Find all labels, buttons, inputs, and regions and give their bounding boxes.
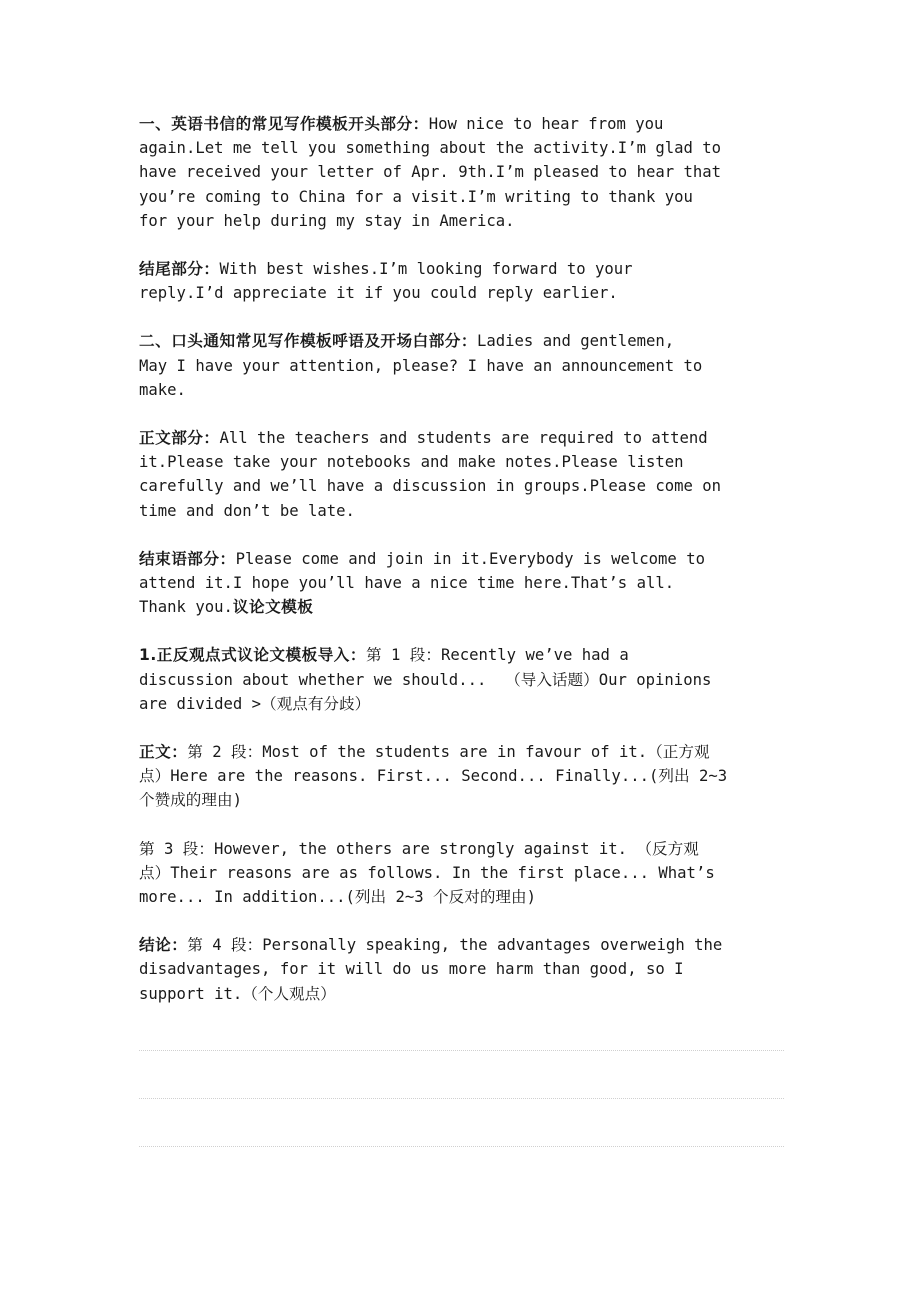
- paragraph: [139, 426, 784, 523]
- body-text: for your help during my stay in America.: [139, 211, 515, 230]
- text-line: [139, 209, 784, 233]
- body-text: May I have your attention, please? I have an announcement to: [139, 356, 703, 375]
- section-heading: 正文：: [139, 743, 188, 762]
- body-text: 第 3 段：However, the others are strongly against it. （反方观: [139, 839, 699, 858]
- section-heading: 二、口头通知常见写作模板呼语及开场白部分：: [139, 332, 477, 351]
- paragraph: [139, 547, 784, 620]
- text-line: [139, 257, 784, 281]
- dotted-ruled-lines: [139, 1050, 784, 1194]
- body-text: 点）Here are the reasons. First... Second... Finally...(列出 2~3: [139, 767, 728, 786]
- text-line: [139, 112, 784, 136]
- paragraph: [139, 329, 784, 402]
- body-text: 第 2 段：Most of the students are in favour of it.（正方观: [187, 743, 710, 762]
- text-line: [139, 281, 784, 305]
- body-text: you’re coming to China for a visit.I’m writing to thank you: [139, 187, 693, 206]
- body-text: have received your letter of Apr. 9th.I’m pleased to hear that: [139, 163, 722, 182]
- body-text: 第 1 段：Recently we’ve had a: [366, 646, 629, 665]
- paragraph: [139, 257, 784, 305]
- text-line: [139, 692, 784, 716]
- text-line: [139, 474, 784, 498]
- text-line: [139, 378, 784, 402]
- body-text: 点）Their reasons are as follows. In the first place... What’s: [139, 863, 715, 882]
- body-text: it.Please take your notebooks and make notes.Please listen: [139, 453, 684, 472]
- body-text: With best wishes.I’m looking forward to your: [219, 260, 633, 279]
- body-text: are divided >（观点有分歧）: [139, 694, 371, 713]
- body-text: time and don’t be late.: [139, 501, 355, 520]
- section-heading: 一、英语书信的常见写作模板开头部分：: [139, 115, 429, 133]
- text-line: [139, 136, 784, 160]
- text-line: [139, 764, 784, 788]
- text-line: [139, 885, 784, 909]
- text-line: [139, 861, 784, 885]
- body-text: Ladies and gentlemen,: [476, 332, 675, 351]
- text-line: [139, 450, 784, 474]
- paragraph: [139, 112, 784, 233]
- section-heading: 议论文模板: [232, 598, 314, 617]
- body-text: discussion about whether we should... （导入话题）Our opinions: [139, 670, 712, 689]
- paragraph: [139, 643, 784, 716]
- text-line: [139, 668, 784, 692]
- body-text: How nice to hear from you: [428, 115, 664, 133]
- body-text: attend it.I hope you’ll have a nice time here.That’s all.: [139, 574, 675, 593]
- text-line: [139, 933, 784, 957]
- dotted-line: [139, 1050, 784, 1051]
- text-line: [139, 571, 784, 595]
- body-text: more... In addition...(列出 2~3 个反对的理由): [139, 888, 537, 907]
- text-line: [139, 982, 784, 1006]
- section-heading: 1.正反观点式议论文模板导入：: [139, 646, 366, 665]
- section-heading: 正文部分：: [139, 429, 220, 448]
- body-text: again.Let me tell you something about the activity.I’m glad to: [139, 139, 722, 158]
- body-text: carefully and we’ll have a discussion in groups.Please come on: [139, 477, 722, 496]
- text-line: [139, 185, 784, 209]
- body-text: support it.（个人观点）: [139, 984, 336, 1003]
- paragraph: [139, 837, 784, 910]
- text-line: [139, 160, 784, 184]
- text-line: [139, 957, 784, 981]
- text-line: [139, 643, 784, 667]
- body-text: disadvantages, for it will do us more harm than good, so I: [139, 960, 684, 979]
- paragraph: [139, 740, 784, 813]
- text-line: [139, 837, 784, 861]
- document-body: [139, 112, 784, 1030]
- dotted-line: [139, 1146, 784, 1147]
- dotted-line: [139, 1098, 784, 1099]
- section-heading: 结论：: [139, 936, 188, 955]
- text-line: [139, 740, 784, 764]
- text-line: [139, 329, 784, 353]
- body-text: Please come and join in it.Everybody is welcome to: [235, 549, 705, 568]
- body-text: 个赞成的理由): [139, 791, 242, 810]
- text-line: [139, 426, 784, 450]
- text-line: [139, 595, 784, 619]
- text-line: [139, 547, 784, 571]
- section-heading: 结束语部分：: [139, 549, 236, 568]
- body-text: 第 4 段：Personally speaking, the advantages overweigh the: [187, 936, 723, 955]
- text-line: [139, 354, 784, 378]
- section-heading: 结尾部分：: [139, 260, 220, 279]
- body-text: All the teachers and students are required to attend: [219, 429, 708, 448]
- text-line: [139, 788, 784, 812]
- body-text: make.: [139, 380, 186, 399]
- text-line: [139, 499, 784, 523]
- body-text: Thank you.: [139, 598, 233, 617]
- paragraph: [139, 933, 784, 1006]
- body-text: reply.I’d appreciate it if you could reply earlier.: [139, 284, 618, 303]
